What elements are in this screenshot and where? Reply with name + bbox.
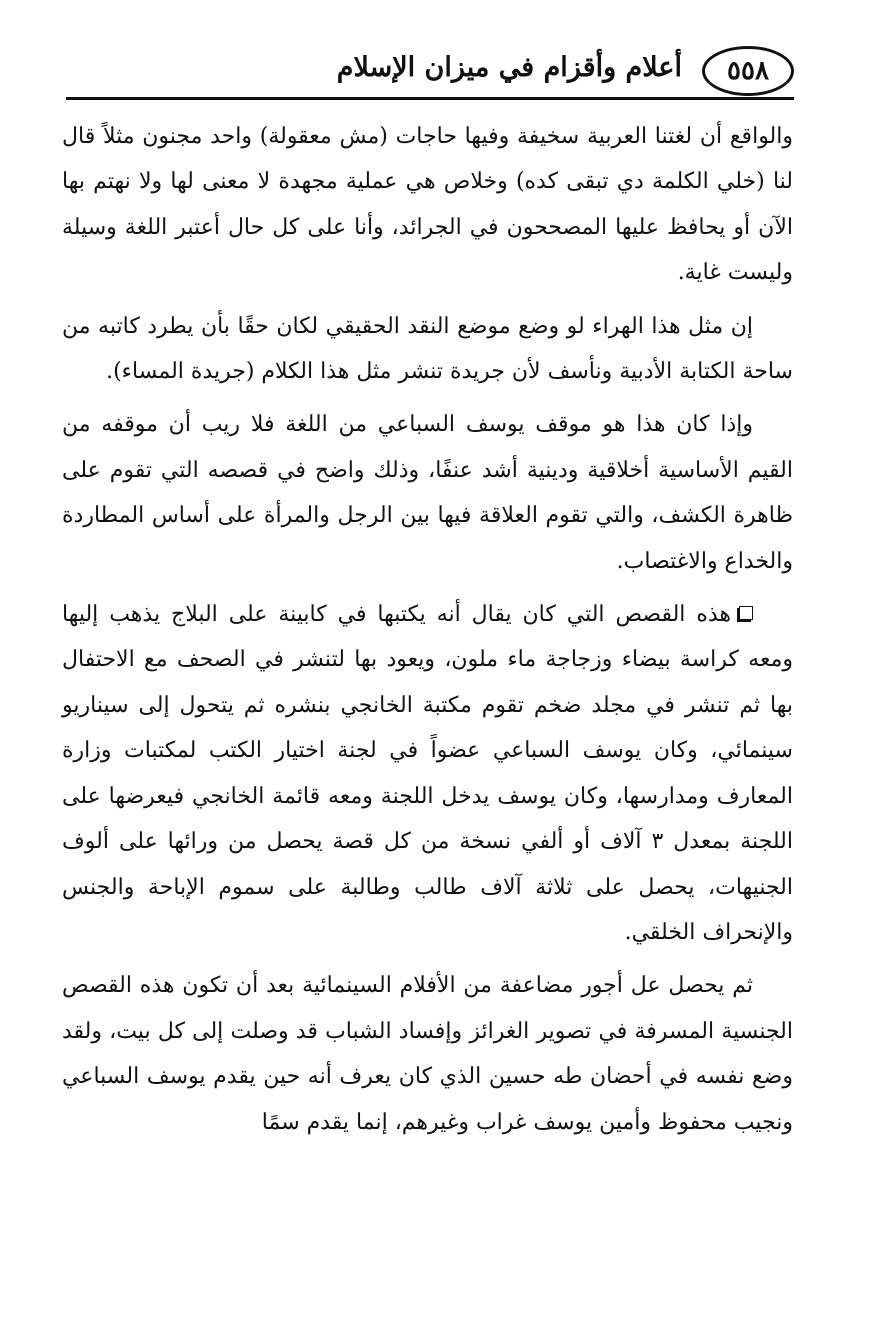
paragraph: وإذا كان هذا هو موقف يوسف السباعي من اللغة فلا ريب أن موقفه من القيم الأساسية أخلاقية ودينية أشد عنفًا، وذلك واضح في قصصه التي تقوم على ظاهرة الكشف، والتي تقوم العلاقة فيها بين الرجل والمرأة على أساس المطاردة والخداع والاغتصاب. [62,412,793,574]
paragraph: والواقع أن لغتنا العربية سخيفة وفيها حاجات (مش معقولة) واحد مجنون مثلاً قال لنا (خلي الكلمة دي تبقى كده) وخلاص هي عملية مجهدة لا معنى لها ولا نهتم بها الآن أو يحافظ عليها المصححون في الجرائد، وأنا على كل حال أعتبر اللغة وسيلة وليست غاية. [62,124,793,286]
running-title: أعلام وأقزام في ميزان الإسلام [336,52,682,83]
body-text [62,114,793,1153]
paragraph-bulleted [62,592,793,955]
paragraph-text: هذه القصص التي كان يقال أنه يكتبها في كابينة على البلاج يذهب إليها ومعه كراسة بيضاء وزجاجة ماء ملون، ويعود بها لتنشر في الصحف مع الاحتفال بها ثم تنشر في مجلد ضخم تقوم مكتبة الخانجي بنشره ثم يتحول إلى سيناريو سينمائي، وكان يوسف السباعي عضواً في لجنة اختيار الكتب لمكتبات وزارة المعارف ومدارسها، وكان يوسف يدخل اللجنة ومعه قائمة الخانجي فيعرضها على اللجنة بمعدل ٣ آلاف أو ألفي نسخة من كل قصة يحصل من ورائها على ألوف الجنيهات، يحصل على ثلاثة آلاف طالب وطالبة على سموم الإباحة والجنس والإنحراف الخلقي. [62,602,793,945]
bullet-square-icon [739,606,753,620]
page-number: ٥٥٨ [727,56,769,86]
paragraph: ثم يحصل عل أجور مضاعفة من الأفلام السينمائية بعد أن تكون هذه القصص الجنسية المسرفة في تصوير الغرائز وإفساد الشباب قد وصلت إلى كل بيت، ولقد وضع نفسه في أحضان طه حسين الذي كان يعرف أنه حين يقدم يوسف السباعي ونجيب محفوظ وأمين يوسف غراب وغيرهم، إنما يقدم سمًا [62,973,793,1135]
page-number-badge [702,46,794,96]
header-divider [66,97,794,100]
paragraph: إن مثل هذا الهراء لو وضع موضع النقد الحقيقي لكان حقًا بأن يطرد كاتبه من ساحة الكتابة الأدبية ونأسف لأن جريدة تنشر مثل هذا الكلام (جريدة المساء). [62,313,793,385]
page-header [66,44,794,104]
